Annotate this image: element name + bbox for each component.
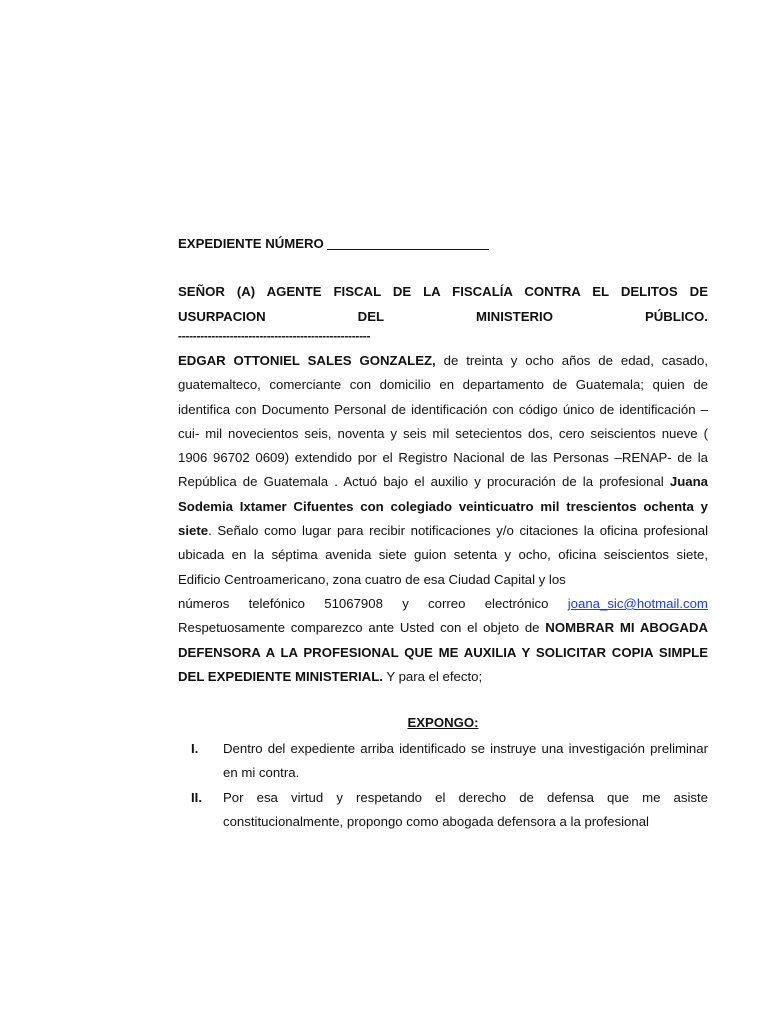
addressee-block bbox=[178, 280, 708, 349]
request-text: NOMBRAR MI ABOGADA DEFENSORA A LA PROFESIONAL QUE ME AUXILIA Y SOLICITAR COPIA SIMPLE DEL EXPEDIENTE MINISTERIAL. bbox=[178, 620, 708, 684]
case-number-label: EXPEDIENTE NÚMERO bbox=[178, 236, 324, 251]
body-text-4: Y para el efecto; bbox=[382, 668, 483, 684]
addressee-word: PÚBLICO. bbox=[644, 308, 708, 324]
numbered-list bbox=[178, 737, 708, 834]
case-number-blank bbox=[327, 234, 489, 250]
body-paragraph bbox=[178, 349, 708, 689]
list-item-text: Por esa virtud y respetando el derecho de defensa que me asiste constitucionalmente, propongo como abogada defensora a la profesional bbox=[223, 789, 708, 830]
petitioner-name: EDGAR OTTONIEL SALES GONZALEZ, bbox=[178, 353, 436, 368]
section-title: EXPONGO: bbox=[407, 715, 479, 731]
contact-word: electrónico bbox=[484, 595, 549, 611]
lawyer-name: Juana Sodemia Ixtamer Cifuentes con colegiado veinticuatro mil trescientos ochenta y siete bbox=[178, 474, 708, 539]
addressee-line-2 bbox=[178, 305, 708, 330]
contact-line bbox=[178, 592, 708, 616]
addressee-word: MINISTERIO bbox=[476, 308, 553, 324]
case-number-heading bbox=[178, 232, 708, 256]
list-item bbox=[178, 737, 708, 786]
dash-separator: ---------------------------------------------------- bbox=[178, 329, 371, 343]
contact-word: y bbox=[402, 595, 409, 611]
contact-word: telefónico bbox=[248, 595, 306, 611]
section-heading bbox=[178, 711, 708, 735]
body-text-2: . Señalo como lugar para recibir notificaciones y/o citaciones la oficina profesional ubicada en la séptima avenida siete guion setenta y ocho, oficina seiscientos siete, Edificio Centroamericano, zona cuatro de esa Ciudad Capital y los bbox=[178, 523, 708, 587]
contact-word: números bbox=[178, 595, 230, 611]
addressee-line-1 bbox=[178, 280, 708, 305]
list-item bbox=[178, 786, 708, 835]
list-item-number: II. bbox=[191, 789, 202, 805]
addressee-word: USURPACION bbox=[178, 308, 266, 324]
list-item-number: I. bbox=[191, 741, 199, 757]
addressee-line-1-text: SEÑOR (A) AGENTE FISCAL DE LA FISCALÍA CONTRA EL DELITOS DE bbox=[178, 284, 708, 299]
body-text-3: Respetuosamente comparezco ante Usted con el objeto de bbox=[178, 620, 546, 636]
addressee-word: DEL bbox=[357, 308, 385, 324]
list-item-text: Dentro del expediente arriba identificado se instruye una investigación preliminar en mi contra. bbox=[223, 741, 708, 781]
contact-word: correo bbox=[428, 595, 466, 611]
document-page bbox=[178, 232, 708, 834]
email-link[interactable]: joana_sic@hotmail.com bbox=[567, 595, 708, 611]
phone-number: 51067908 bbox=[324, 595, 383, 611]
body-text-1: de treinta y ocho años de edad, casado, guatemalteco, comerciante con domicilio en departamento de Guatemala; quien de identifica con Documento Personal de identificación con código único de identificación –cui- mil novecientos seis, noventa y seis mil setecientos dos, cero seiscientos nueve ( 1906 96702 0609) extendido por el Registro Nacional de las Personas –RENAP- de la República de Guatemala . Actuó bajo el auxilio y procuración de la profesional bbox=[178, 353, 708, 490]
